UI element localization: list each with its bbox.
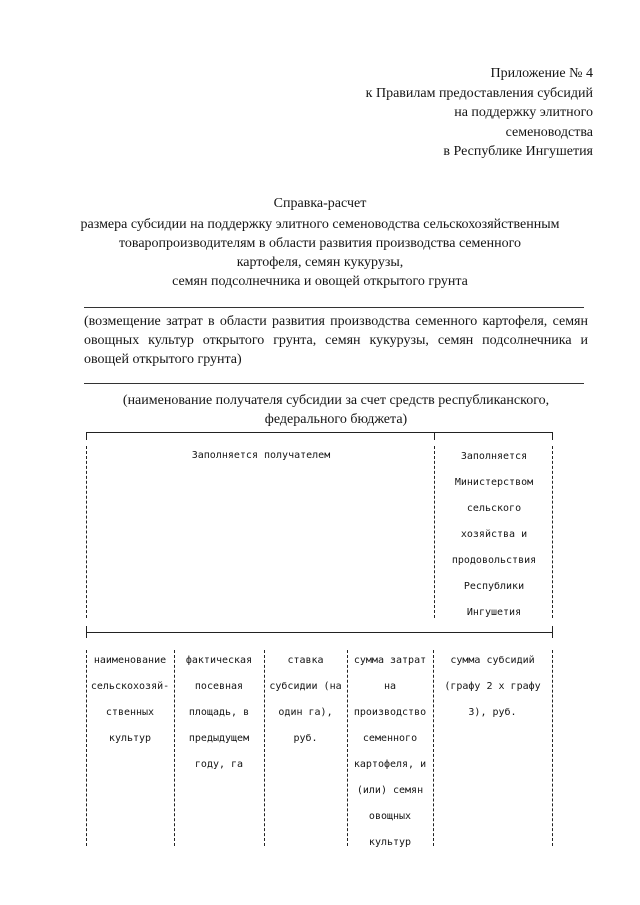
column-divider xyxy=(433,650,434,846)
column-header-line: фактическая xyxy=(185,655,253,666)
column-header-line: овощных xyxy=(368,811,412,822)
document-title xyxy=(60,194,580,291)
table-mid-border xyxy=(86,632,552,633)
column-header-line: наименование xyxy=(93,655,167,666)
column-header-line: производство xyxy=(353,707,427,718)
title-line: семян подсолнечника и овощей открытого грунта xyxy=(172,274,468,289)
column-header-line: руб. xyxy=(293,733,318,744)
appendix-line: в Республике Ингушетия xyxy=(443,144,593,159)
column-header-line: году, га xyxy=(194,759,244,770)
recipient-note: (наименование получателя субсидии за счет средств республиканского, федерального бюджета) xyxy=(122,393,550,427)
header-right-line: Ингушетия xyxy=(466,607,522,618)
appendix-line: семеноводства xyxy=(505,124,593,140)
column-header-line: (графу 2 x графу xyxy=(444,681,541,692)
table-corner xyxy=(86,626,87,638)
header-right-line: сельского xyxy=(466,503,522,514)
table-left-border xyxy=(86,650,87,846)
column-header-subsidy-rate xyxy=(266,648,345,752)
column-header-crop-name xyxy=(88,648,172,752)
column-header-line: (или) семян xyxy=(356,785,424,796)
header-right-line: Министерством xyxy=(454,477,534,488)
title-line: Справка-расчет xyxy=(273,196,367,211)
column-header-line: сельскохозяй- xyxy=(90,681,170,692)
appendix-line: Приложение № 4 xyxy=(490,66,593,81)
column-header-line: семенного xyxy=(362,733,418,744)
header-right-cell xyxy=(440,444,548,626)
header-right-line: продовольствия xyxy=(451,555,537,566)
column-header-line: субсидии (на xyxy=(269,681,342,692)
table-corner xyxy=(86,432,87,440)
recipient-fill-line xyxy=(84,383,584,384)
column-header-line: культур xyxy=(108,733,152,744)
table-left-border xyxy=(86,446,87,618)
header-right-line: хозяйства и xyxy=(460,529,528,540)
column-header-line: культур xyxy=(368,837,412,848)
column-divider xyxy=(174,650,175,846)
appendix-header xyxy=(366,64,593,162)
column-header-subsidy-sum xyxy=(435,648,550,726)
column-header-line: ставка xyxy=(287,655,324,666)
table-corner xyxy=(552,432,553,440)
column-header-line: сумма затрат xyxy=(353,655,427,666)
purpose-fill-line xyxy=(84,307,584,308)
table-right-border xyxy=(552,446,553,618)
column-header-line: один га), xyxy=(278,707,333,718)
title-line: картофеля, семян кукурузы, xyxy=(236,255,404,270)
column-header-costs xyxy=(348,648,432,856)
column-divider xyxy=(264,650,265,846)
column-header-line: 3), руб. xyxy=(468,707,517,718)
table-corner xyxy=(434,432,435,440)
column-header-line: на xyxy=(383,681,397,692)
appendix-line: на поддержку элитного xyxy=(454,105,593,120)
table-top-border xyxy=(86,432,552,433)
column-header-sown-area xyxy=(176,648,262,778)
table-corner xyxy=(552,626,553,638)
column-header-line: ственных xyxy=(105,707,155,718)
column-header-line: посевная xyxy=(194,681,244,692)
header-right-line: Республики xyxy=(463,581,525,592)
column-header-line: предыдущем xyxy=(188,733,250,744)
appendix-line: к Правилам предоставления субсидий xyxy=(365,85,593,101)
header-left-cell: Заполняется получателем xyxy=(191,450,331,461)
table-divider xyxy=(434,446,435,618)
header-right-line: Заполняется xyxy=(460,451,528,462)
title-line: товаропроизводителям в области развития производства семенного xyxy=(118,236,521,251)
column-header-line: сумма субсидий xyxy=(450,655,535,666)
purpose-note: (возмещение затрат в области развития производства семенного картофеля, семян овощных культур открытого грунта, семян кукурузы, семян подсолнечника и овощей открытого грунта) xyxy=(84,314,588,367)
title-line: размера субсидии на поддержку элитного семеноводства сельскохозяйственным xyxy=(80,217,560,232)
column-header-line: площадь, в xyxy=(188,707,250,718)
table-right-border xyxy=(552,650,553,846)
column-header-line: картофеля, и xyxy=(353,759,427,770)
